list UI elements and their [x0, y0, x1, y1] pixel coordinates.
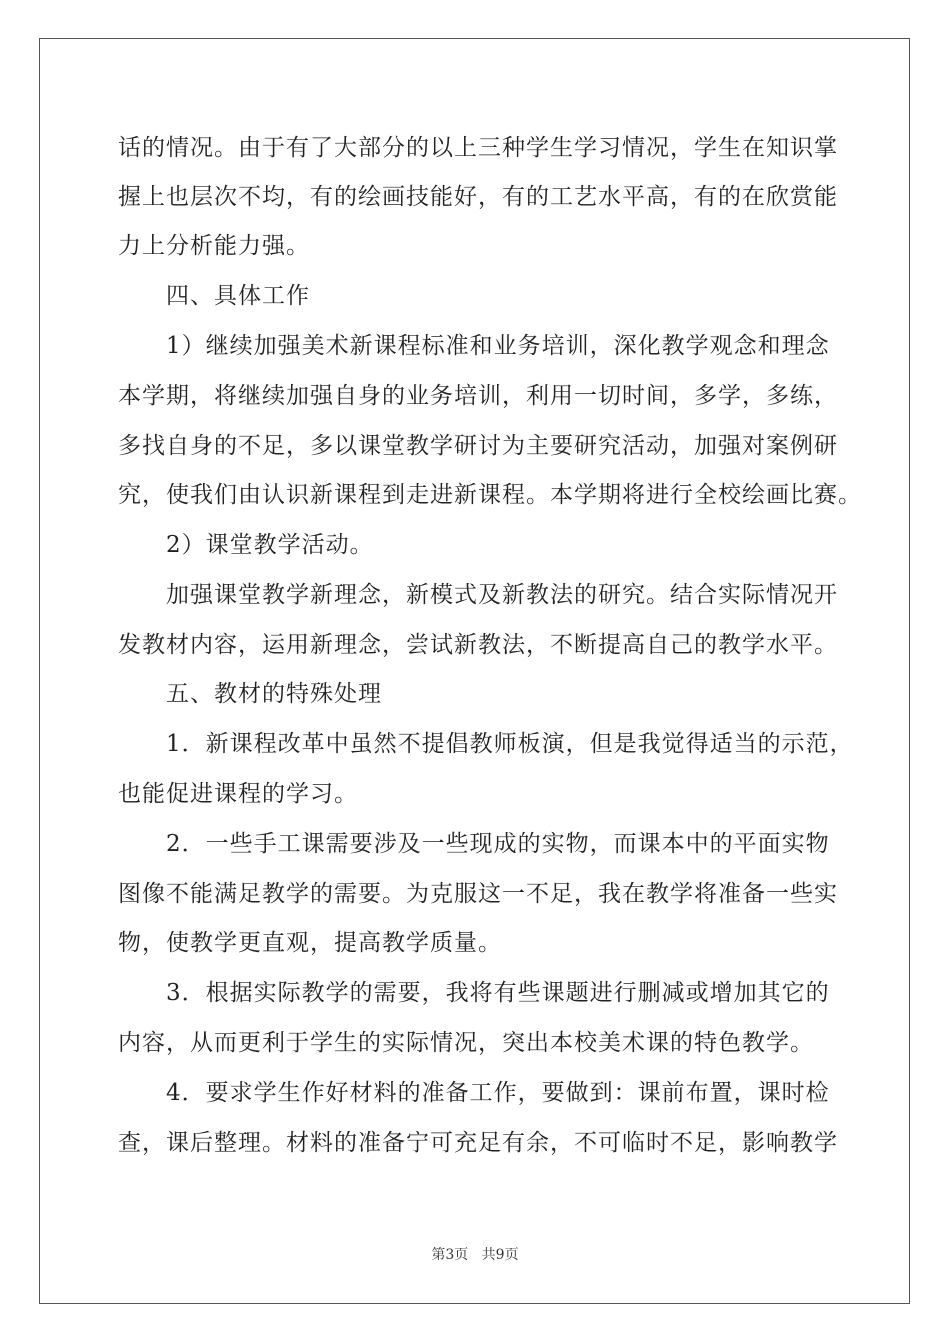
- list-item: 3．根据实际教学的需要，我将有些课题进行删减或增加其它的: [166, 980, 830, 1006]
- page-number: 第3页: [431, 1247, 469, 1263]
- text-line: 握上也层次不均，有的绘画技能好，有的工艺水平高，有的在欣赏能: [118, 184, 838, 210]
- list-item: 1．新课程改革中虽然不提倡教师板演，但是我觉得适当的示范，: [166, 731, 854, 757]
- list-item: 4．要求学生作好材料的准备工作，要做到：课前布置，课时检: [166, 1080, 830, 1106]
- text-line: 究，使我们由认识新课程到走进新课程。本学期将进行全校绘画比赛。: [118, 482, 862, 508]
- text-line: 发教材内容，运用新理念，尝试新教法，不断提高自己的教学水平。: [118, 632, 838, 658]
- text-line: 加强课堂教学新理念，新模式及新教法的研究。结合实际情况开: [166, 582, 838, 608]
- list-item: 2．一些手工课需要涉及一些现成的实物，而课本中的平面实物: [166, 831, 830, 857]
- text-line: 内容，从而更利于学生的实际情况，突出本校美术课的特色教学。: [118, 1030, 814, 1056]
- page-footer: [0, 1244, 950, 1264]
- text-line: 物，使教学更直观，提高教学质量。: [118, 930, 502, 956]
- section-heading: 四、具体工作: [166, 283, 310, 309]
- subsection-heading: 2）课堂教学活动。: [166, 532, 374, 558]
- text-line: 查，课后整理。材料的准备宁可充足有余，不可临时不足，影响教学: [118, 1130, 838, 1156]
- text-line: 本学期，将继续加强自身的业务培训，利用一切时间，多学，多练，: [118, 383, 838, 409]
- text-line: 也能促进课程的学习。: [118, 781, 358, 807]
- text-line: 话的情况。由于有了大部分的以上三种学生学习情况，学生在知识掌: [118, 135, 838, 161]
- section-heading: 五、教材的特殊处理: [166, 681, 382, 707]
- subsection-heading: 1）继续加强美术新课程标准和业务培训，深化教学观念和理念: [166, 333, 830, 359]
- page-total: 共9页: [481, 1247, 519, 1263]
- text-line: 力上分析能力强。: [118, 233, 310, 259]
- text-line: 多找自身的不足，多以课堂教学研讨为主要研究活动，加强对案例研: [118, 433, 838, 459]
- text-line: 图像不能满足教学的需要。为克服这一不足，我在教学将准备一些实: [118, 881, 838, 907]
